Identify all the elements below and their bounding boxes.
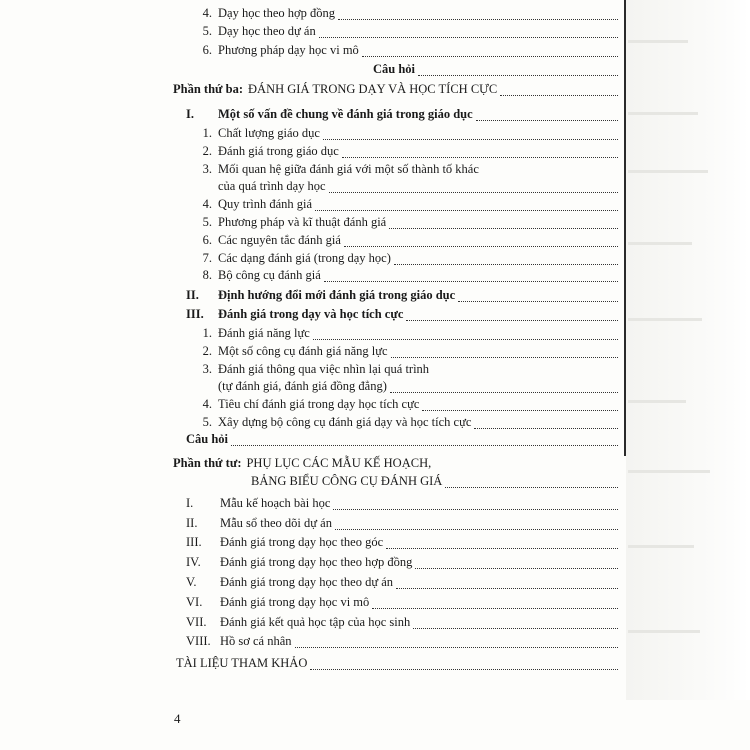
toc-title: Một số vấn đề chung về đánh giá trong giáo dục: [218, 107, 473, 121]
dot-leader: [295, 637, 618, 648]
dot-leader: [338, 9, 618, 20]
right-margin-rule: [624, 0, 626, 456]
toc-number: 6.: [202, 233, 212, 247]
toc-entry: [0, 397, 620, 411]
toc-number: 3.: [202, 362, 212, 376]
toc-number: 5.: [202, 24, 212, 38]
part-heading-continued: [0, 474, 620, 488]
dot-leader: [390, 382, 618, 393]
dot-leader: [391, 347, 618, 358]
toc-entry: [0, 24, 620, 38]
toc-number: III.: [186, 307, 204, 321]
part-label: Phần thứ tư:: [173, 456, 242, 470]
toc-entry: [0, 215, 620, 229]
toc-entry: [0, 43, 620, 57]
toc-number: II.: [186, 288, 199, 302]
dot-leader: [500, 85, 618, 96]
dot-leader: [474, 418, 618, 429]
dot-leader: [445, 477, 618, 488]
toc-number: 2.: [202, 344, 212, 358]
toc-title: Đánh giá năng lực: [218, 326, 310, 340]
part-title: BẢNG BIỂU CÔNG CỤ ĐÁNH GIÁ: [251, 474, 443, 488]
bleed-mark: [628, 40, 688, 43]
toc-number: V.: [186, 575, 197, 589]
toc-section: [0, 107, 620, 121]
toc-title: Quy trình đánh giá: [218, 197, 313, 211]
toc-number: IV.: [186, 555, 201, 569]
toc-title: Các nguyên tắc đánh giá: [218, 233, 341, 247]
part-title: PHỤ LỤC CÁC MẪU KẾ HOẠCH,: [246, 456, 432, 470]
toc-title: Tiêu chí đánh giá trong dạy học tích cực: [218, 397, 420, 411]
toc-number: 8.: [202, 268, 212, 282]
part-title: ĐÁNH GIÁ TRONG DẠY VÀ HỌC TÍCH CỰC: [248, 82, 498, 96]
dot-leader: [394, 254, 618, 265]
dot-leader: [396, 578, 618, 589]
toc-entry: [0, 126, 620, 140]
toc-title: Phương pháp dạy học vi mô: [218, 43, 359, 57]
bleed-mark: [628, 318, 702, 321]
toc-title: Các dạng đánh giá (trong dạy học): [218, 251, 391, 265]
dot-leader: [319, 27, 618, 38]
toc-section: [0, 307, 620, 321]
toc-entry: [0, 344, 620, 358]
toc-title: Mẫu sổ theo dõi dự án: [220, 516, 332, 530]
toc-title: Đánh giá trong dạy học theo góc: [220, 535, 384, 549]
toc-title: TÀI LIỆU THAM KHẢO: [176, 656, 308, 670]
bleed-mark: [628, 400, 686, 403]
toc-number: I.: [186, 496, 194, 510]
toc-entry: [0, 634, 620, 648]
dot-leader: [329, 182, 618, 193]
toc-entry: [0, 516, 620, 530]
dot-leader: [344, 236, 618, 247]
bleed-mark: [628, 545, 694, 548]
toc-title: của quá trình dạy học: [218, 179, 326, 193]
toc-entry: [0, 233, 620, 247]
toc-entry: [0, 615, 620, 629]
toc-entry: [0, 268, 620, 282]
toc-entry: [0, 197, 620, 211]
toc-section: [0, 288, 620, 302]
toc-title: Đánh giá trong dạy học theo hợp đồng: [220, 555, 413, 569]
toc-title: Đánh giá thông qua việc nhìn lại quá trình: [218, 362, 430, 376]
toc-entry: [0, 326, 620, 340]
toc-entry: [0, 535, 620, 549]
toc-title: (tự đánh giá, đánh giá đồng đẳng): [218, 379, 387, 393]
toc-title: Đánh giá trong dạy và học tích cực: [218, 307, 404, 321]
toc-title: Dạy học theo dự án: [218, 24, 316, 38]
toc-number: VII.: [186, 615, 207, 629]
part-heading: [0, 82, 620, 96]
dot-leader: [333, 499, 618, 510]
dot-leader: [335, 519, 618, 530]
toc-number: 6.: [202, 43, 212, 57]
toc-title: Mối quan hệ giữa đánh giá với một số thành tố khác: [218, 162, 479, 176]
toc-number: III.: [186, 535, 202, 549]
bleed-mark: [628, 112, 698, 115]
dot-leader: [372, 598, 618, 609]
toc-number: 4.: [202, 197, 212, 211]
toc-title: Đánh giá kết quả học tập của học sinh: [220, 615, 411, 629]
toc-title: Đánh giá trong dạy học theo dự án: [220, 575, 394, 589]
dot-leader: [323, 129, 618, 140]
toc-title: Bộ công cụ đánh giá: [218, 268, 321, 282]
toc-entry: [0, 251, 620, 265]
part-label: Phần thứ ba:: [173, 82, 244, 96]
bleed-mark: [628, 470, 710, 473]
toc-number: 1.: [202, 126, 212, 140]
toc-entry-continued: [0, 179, 620, 193]
toc-entry: [0, 496, 620, 510]
dot-leader: [315, 200, 618, 211]
toc-number: 3.: [202, 162, 212, 176]
toc-title: Hồ sơ cá nhân: [220, 634, 292, 648]
toc-title: Mẫu kế hoạch bài học: [220, 496, 331, 510]
toc-title: Một số công cụ đánh giá năng lực: [218, 344, 388, 358]
toc-number: II.: [186, 516, 198, 530]
part-heading: [0, 456, 620, 470]
toc-entry: [0, 575, 620, 589]
toc-entry: [0, 362, 620, 376]
dot-leader: [324, 271, 618, 282]
dot-leader: [389, 218, 618, 229]
toc-title: Định hướng đổi mới đánh giá trong giáo dục: [218, 288, 456, 302]
dot-leader: [418, 65, 618, 76]
toc-references: [0, 656, 620, 670]
bleed-mark: [628, 630, 700, 633]
toc-number: 4.: [202, 397, 212, 411]
toc-title: Dạy học theo hợp đồng: [218, 6, 336, 20]
dot-leader: [386, 538, 618, 549]
toc-entry: [0, 415, 620, 429]
bleed-mark: [628, 170, 708, 173]
toc-entry: [0, 6, 620, 20]
toc-number: I.: [186, 107, 194, 121]
toc-title: Chất lượng giáo dục: [218, 126, 320, 140]
toc-number: 5.: [202, 415, 212, 429]
toc-title: Xây dựng bộ công cụ đánh giá dạy và học tích cực: [218, 415, 472, 429]
toc-number: VIII.: [186, 634, 211, 648]
toc-entry: [0, 595, 620, 609]
bleed-mark: [628, 242, 692, 245]
dot-leader: [415, 558, 618, 569]
dot-leader: [413, 618, 618, 629]
dot-leader: [310, 659, 618, 670]
toc-entry: [0, 144, 620, 158]
dot-leader: [422, 400, 618, 411]
dot-leader: [476, 110, 618, 121]
toc-title: Đánh giá trong dạy học vi mô: [220, 595, 370, 609]
toc-title: Câu hỏi: [373, 62, 416, 76]
page-number: 4: [174, 711, 181, 726]
toc-title: Câu hỏi: [186, 432, 229, 446]
facing-page-bleed: [626, 0, 750, 700]
dot-leader: [231, 435, 618, 446]
toc-entry-continued: [0, 379, 620, 393]
toc-number: 5.: [202, 215, 212, 229]
toc-entry: [0, 555, 620, 569]
toc-questions: [0, 432, 620, 446]
toc-number: 2.: [202, 144, 212, 158]
toc-number: VI.: [186, 595, 203, 609]
toc-number: 1.: [202, 326, 212, 340]
toc-number: 4.: [202, 6, 212, 20]
toc-title: Phương pháp và kĩ thuật đánh giá: [218, 215, 387, 229]
dot-leader: [406, 310, 618, 321]
dot-leader: [342, 147, 618, 158]
dot-leader: [458, 291, 618, 302]
toc-number: 7.: [202, 251, 212, 265]
toc-title: Đánh giá trong giáo dục: [218, 144, 339, 158]
dot-leader: [362, 46, 618, 57]
toc-entry: [0, 162, 620, 176]
toc-questions: [0, 62, 620, 76]
dot-leader: [313, 329, 618, 340]
